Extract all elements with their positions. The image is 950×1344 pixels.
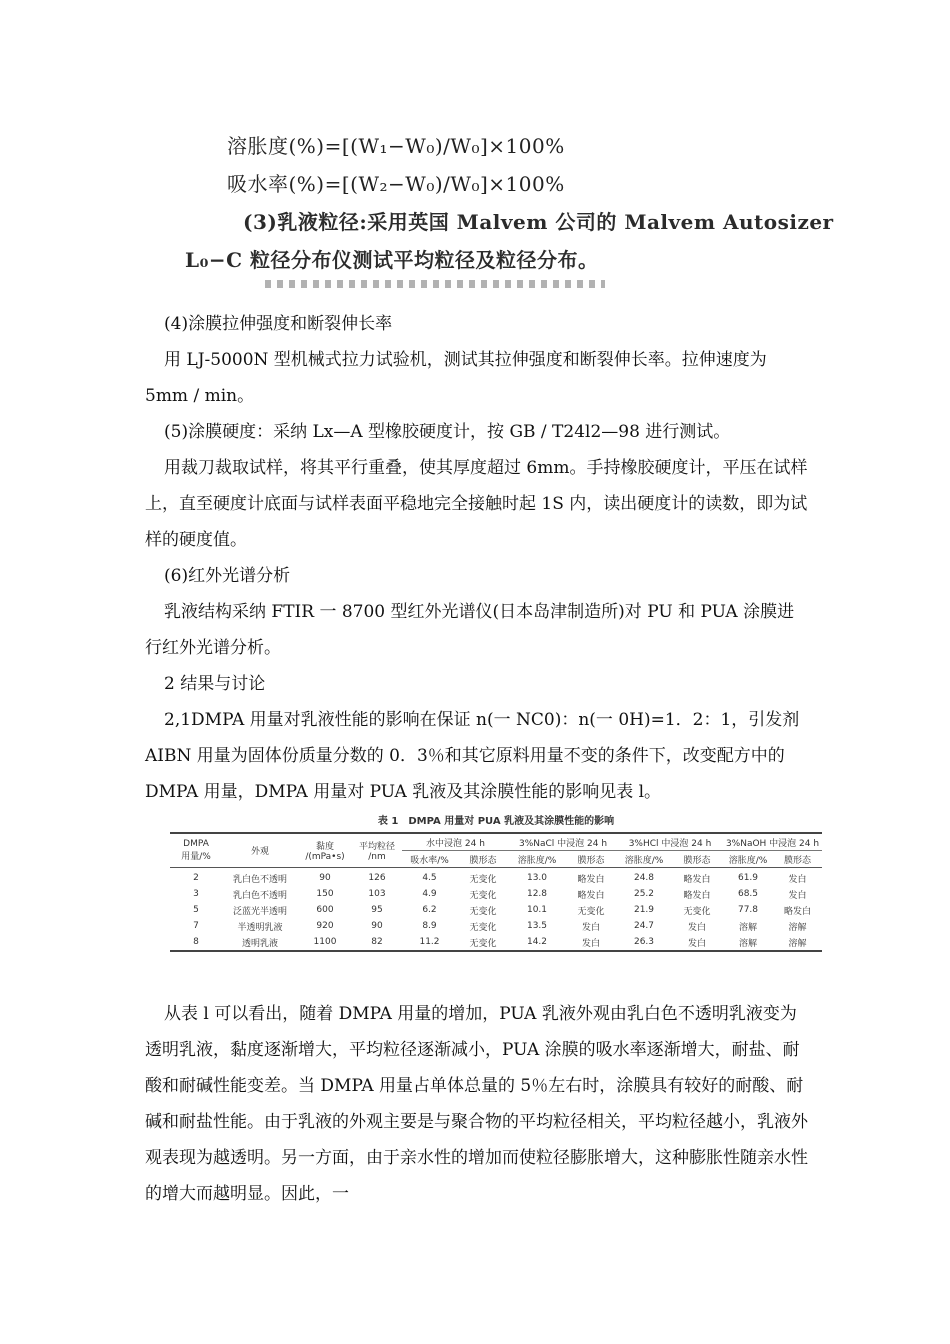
table-cell: 6.2 xyxy=(422,905,437,915)
table-cell: 发白 xyxy=(565,934,617,951)
paragraph-ir: 乳液结构采纳 FTIR 一 8700 型红外光谱仪(日本岛津制造所)对 PU 和 PUA 涂膜进行红外光谱分析。 xyxy=(145,602,795,658)
table-1 xyxy=(170,812,822,976)
table-cell: 14.2 xyxy=(509,934,565,951)
table-cell: 无变化 xyxy=(469,922,497,933)
table-cell: 略发白 xyxy=(565,868,617,887)
table-cell: 乳白色不透明 xyxy=(232,890,287,901)
swelling-formula: 溶胀度(%)=[(W₁−W₀)/W₀]×100% xyxy=(227,134,565,158)
heading-results: 2 结果与讨论 xyxy=(164,674,266,694)
table-cell: 无变化 xyxy=(457,868,509,887)
paragraph-dmpa: 2,1DMPA 用量对乳液性能的影响在保证 n(一 NC0)：n(一 0H)=1．2：1，引发剂 AIBN 用量为固体份质量分数的 0．3％和其它原料用量不变的条件下，改变配方中的 DMPA 用量，DMPA 用量对 PUA 乳液及其涂膜性能的影响见表 l。 xyxy=(145,710,800,802)
paragraph-tensile: 用 LJ-5000N 型机械式拉力试验机，测试其拉伸强度和断裂伸长率。拉伸速度为 5mm / min。 xyxy=(145,350,767,406)
table-cell: 4.5 xyxy=(402,868,457,887)
paragraph-analysis: 从表 l 可以看出，随着 DMPA 用量的增加，PUA 乳液外观由乳白色不透明乳液变为透明乳液，黏度逐渐增大，平均粒径逐渐减小，PUA 涂膜的吸水率逐渐增大，耐盐、耐酸和耐碱性能变差。当 DMPA 用量占单体总量的 5％左右时，涂膜具有较好的耐酸、耐碱和耐盐性能。由于乳液的外观主要是与聚合物的平均粒径相关，平均粒径越小，乳液外观表现为越透明。另一方面，由于亲水性的增加而使粒径膨胀增大，这种膨胀性随亲水性的增大而越明显。因此，一 xyxy=(145,1004,808,1204)
table-cell: 溶解 xyxy=(738,922,757,933)
table-cell: 90 xyxy=(298,868,352,887)
table-cell: 10.1 xyxy=(526,905,548,915)
table-cell: 920 xyxy=(316,921,334,931)
table-cell: 13.0 xyxy=(509,868,565,887)
table-cell: 3 xyxy=(193,889,199,899)
table-cell: 7 xyxy=(193,921,199,931)
col-film-naoh: 膜形态 xyxy=(783,855,811,866)
col-absorption: 吸水率/% xyxy=(410,855,449,866)
particle-size-method: (3)乳液粒径:采用英国 Malvem 公司的 Malvem Autosizer xyxy=(243,210,834,234)
table-cell: 13.5 xyxy=(526,921,548,931)
col-group-naoh: 3%NaOH 中浸泡 24 h xyxy=(723,833,822,851)
table-cell: 103 xyxy=(368,889,386,899)
table-cell: 21.9 xyxy=(633,905,655,915)
table-row xyxy=(170,886,822,902)
table-cell: 略发白 xyxy=(683,890,711,901)
table-cell: 26.3 xyxy=(617,934,671,951)
table-cell: 25.2 xyxy=(633,889,655,899)
table-cell: 95 xyxy=(371,905,383,915)
table-cell: 61.9 xyxy=(723,868,773,887)
table-cell: 82 xyxy=(352,934,402,951)
table-cell: 24.8 xyxy=(617,868,671,887)
table-cell: 透明乳液 xyxy=(222,934,298,951)
table-cell: 8.9 xyxy=(422,921,437,931)
col-group-hcl: 3%HCl 中浸泡 24 h xyxy=(617,833,723,851)
table-cell: 126 xyxy=(352,868,402,887)
table-cell: 发白 xyxy=(773,868,822,887)
table-cell: 11.2 xyxy=(402,934,457,951)
col-swell-naoh: 溶胀度/% xyxy=(728,855,768,866)
table-cell: 12.8 xyxy=(526,889,548,899)
table-cell: 无变化 xyxy=(469,890,497,901)
heading-ir: (6)红外光谱分析 xyxy=(164,566,291,586)
table-cell: 溶解 xyxy=(723,934,773,951)
table-cell: 4.9 xyxy=(422,889,437,899)
table-cell: 略发白 xyxy=(671,868,723,887)
table-cell: 90 xyxy=(371,921,383,931)
table-cell: 8 xyxy=(170,934,222,951)
col-film-hcl: 膜形态 xyxy=(683,855,711,866)
table-row xyxy=(170,934,822,951)
table-cell: 发白 xyxy=(671,934,723,951)
col-film-water: 膜形态 xyxy=(469,855,497,866)
paragraph-hardness: (5)涂膜硬度：采纳 Lx—A 型橡胶硬度计，按 GB / T24l2—98 进行测试。 xyxy=(164,422,731,442)
table-row xyxy=(170,918,822,934)
table-row xyxy=(170,868,822,887)
col-appearance: 外观 xyxy=(222,833,298,868)
table-cell: 略发白 xyxy=(577,890,605,901)
table-cell: 77.8 xyxy=(737,905,759,915)
table-cell: 发白 xyxy=(788,890,807,901)
table-cell: 无变化 xyxy=(577,906,605,917)
dmpa-table xyxy=(170,832,822,952)
scanned-formula-block xyxy=(185,120,834,290)
col-viscosity: 黏度 /(mPa•s) xyxy=(298,833,352,868)
paragraph-hardness-method: 用裁刀裁取试样，将其平行重叠，使其厚度超过 6mm。手持橡胶硬度计，平压在试样上，直至硬度计底面与试样表面平稳地完全接触时起 1S 内，读出硬度计的读数，即为试样的硬度值。 xyxy=(145,458,808,550)
table-cell: 无变化 xyxy=(469,906,497,917)
table-row xyxy=(170,902,822,918)
table-cell: 600 xyxy=(316,905,334,915)
table-cell: 无变化 xyxy=(457,934,509,951)
col-dmpa: DMPA 用量/% xyxy=(170,833,222,868)
table-cell: 150 xyxy=(316,889,334,899)
table-cell: 2 xyxy=(170,868,222,887)
col-group-nacl: 3%NaCl 中浸泡 24 h xyxy=(509,833,617,851)
table-cell: 5 xyxy=(193,905,199,915)
table-cell: 乳白色不透明 xyxy=(222,868,298,887)
water-absorption-formula: 吸水率(%)=[(W₂−W₀)/W₀]×100% xyxy=(227,172,565,196)
table-cell: 泛蓝光半透明 xyxy=(232,906,287,917)
col-particle-size: 平均粒径 /nm xyxy=(352,833,402,868)
table-cell: 半透明乳液 xyxy=(237,922,283,933)
col-swell-nacl: 溶胀度/% xyxy=(517,855,557,866)
heading-tensile: (4)涂膜拉伸强度和断裂伸长率 xyxy=(164,314,393,334)
col-swell-hcl: 溶胀度/% xyxy=(624,855,664,866)
col-film-nacl: 膜形态 xyxy=(577,855,605,866)
table-cell: 无变化 xyxy=(683,906,711,917)
table-cell: 68.5 xyxy=(737,889,759,899)
scan-cutoff-line xyxy=(265,280,605,288)
table-cell: 发白 xyxy=(687,922,706,933)
table-cell: 略发白 xyxy=(783,906,811,917)
table-title: 表 1 DMPA 用量对 PUA 乳液及其涂膜性能的影响 xyxy=(377,816,615,827)
table-cell: 溶解 xyxy=(788,922,807,933)
table-cell: 24.7 xyxy=(633,921,655,931)
table-cell: 发白 xyxy=(581,922,600,933)
table-cell: 溶解 xyxy=(773,934,822,951)
particle-size-method-cont: L₀−C 粒径分布仪测试平均粒径及粒径分布。 xyxy=(185,248,599,272)
table-cell: 1100 xyxy=(298,934,352,951)
col-group-water: 水中浸泡 24 h xyxy=(402,833,509,851)
